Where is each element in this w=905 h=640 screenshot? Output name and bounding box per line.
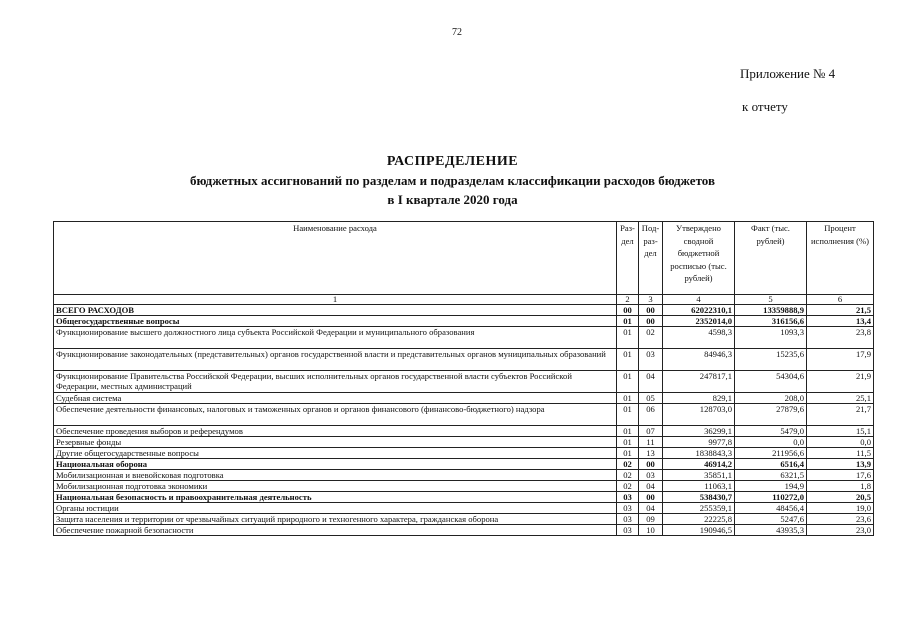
row-subsection: 00 [639, 459, 663, 470]
row-percent: 15,1 [807, 426, 874, 437]
row-approved: 247817,1 [663, 371, 735, 393]
row-percent: 13,4 [807, 316, 874, 327]
table-row [54, 525, 874, 536]
row-fact: 5247,6 [735, 514, 807, 525]
row-name: Органы юстиции [54, 503, 617, 514]
table-header-row [54, 222, 874, 295]
row-name: Общегосударственные вопросы [54, 316, 617, 327]
column-number-row [54, 295, 874, 305]
row-subsection: 03 [639, 470, 663, 481]
title-line-2: бюджетных ассигнований по разделам и подразделам классификации расходов бюджетов [189, 173, 715, 188]
row-fact: 0,0 [735, 437, 807, 448]
col-header-subsection: Под-раз-дел [639, 222, 663, 295]
table-row [54, 459, 874, 470]
page-number: 72 [452, 27, 462, 38]
row-section: 02 [617, 470, 639, 481]
appendix-label: Приложение № 4 [740, 66, 836, 81]
col-header-name: Наименование расхода [54, 222, 617, 295]
row-percent: 23,8 [807, 327, 874, 349]
row-name: Функционирование законодательных (представительных) органов государственной власти и представительных органов муниципальных образований [54, 349, 617, 371]
row-name: Функционирование высшего должностного лица субъекта Российской Федерации и муниципального образования [54, 327, 617, 349]
row-fact: 54304,6 [735, 371, 807, 393]
row-section: 02 [617, 459, 639, 470]
table-row [54, 393, 874, 404]
row-section: 03 [617, 503, 639, 514]
table-row [54, 503, 874, 514]
row-name: Национальная безопасность и правоохранительная деятельность [54, 492, 617, 503]
row-percent: 21,9 [807, 371, 874, 393]
row-percent: 21,5 [807, 305, 874, 316]
row-section: 01 [617, 316, 639, 327]
row-approved: 4598,3 [663, 327, 735, 349]
column-number: 2 [617, 295, 639, 305]
row-approved: 255359,1 [663, 503, 735, 514]
row-fact: 6516,4 [735, 459, 807, 470]
table-row [54, 448, 874, 459]
row-approved: 1838843,3 [663, 448, 735, 459]
column-number: 5 [735, 295, 807, 305]
row-subsection: 10 [639, 525, 663, 536]
row-fact: 15235,6 [735, 349, 807, 371]
col-header-percent: Процент исполнения (%) [807, 222, 874, 295]
title-line-3: в I квартале 2020 года [387, 192, 518, 207]
row-approved: 46914,2 [663, 459, 735, 470]
budget-table [53, 221, 874, 536]
col-header-section: Раз-дел [617, 222, 639, 295]
row-percent: 11,5 [807, 448, 874, 459]
row-fact: 110272,0 [735, 492, 807, 503]
row-percent: 0,0 [807, 437, 874, 448]
row-subsection: 07 [639, 426, 663, 437]
row-percent: 17,6 [807, 470, 874, 481]
row-section: 03 [617, 492, 639, 503]
row-section: 01 [617, 371, 639, 393]
row-fact: 43935,3 [735, 525, 807, 536]
row-percent: 1,8 [807, 481, 874, 492]
column-number: 3 [639, 295, 663, 305]
row-percent: 13,9 [807, 459, 874, 470]
row-name: Другие общегосударственные вопросы [54, 448, 617, 459]
row-approved: 62022310,1 [663, 305, 735, 316]
row-subsection: 05 [639, 393, 663, 404]
row-percent: 21,7 [807, 404, 874, 426]
report-label: к отчету [742, 99, 788, 114]
document-title [0, 152, 905, 209]
table-row [54, 514, 874, 525]
table-row [54, 426, 874, 437]
row-name: Обеспечение проведения выборов и референдумов [54, 426, 617, 437]
row-approved: 84946,3 [663, 349, 735, 371]
row-subsection: 13 [639, 448, 663, 459]
row-name: Мобилизационная подготовка экономики [54, 481, 617, 492]
row-section: 01 [617, 404, 639, 426]
row-approved: 22225,8 [663, 514, 735, 525]
row-name: Мобилизационная и вневойсковая подготовка [54, 470, 617, 481]
column-number: 4 [663, 295, 735, 305]
row-approved: 11063,1 [663, 481, 735, 492]
row-section: 03 [617, 514, 639, 525]
row-fact: 6321,5 [735, 470, 807, 481]
row-section: 00 [617, 305, 639, 316]
row-fact: 316156,6 [735, 316, 807, 327]
row-section: 01 [617, 448, 639, 459]
row-percent: 20,5 [807, 492, 874, 503]
row-subsection: 00 [639, 316, 663, 327]
row-fact: 5479,0 [735, 426, 807, 437]
column-number: 6 [807, 295, 874, 305]
col-header-fact: Факт (тыс. рублей) [735, 222, 807, 295]
row-name: Резервные фонды [54, 437, 617, 448]
row-percent: 19,0 [807, 503, 874, 514]
row-fact: 211956,6 [735, 448, 807, 459]
table-row [54, 316, 874, 327]
table-row [54, 470, 874, 481]
table-row [54, 404, 874, 426]
row-name: Национальная оборона [54, 459, 617, 470]
row-name: Обеспечение деятельности финансовых, налоговых и таможенных органов и органов финансового (финансово-бюджетного) надзора [54, 404, 617, 426]
row-percent: 23,0 [807, 525, 874, 536]
row-subsection: 00 [639, 492, 663, 503]
table-row [54, 492, 874, 503]
table-row [54, 481, 874, 492]
row-subsection: 04 [639, 481, 663, 492]
row-approved: 538430,7 [663, 492, 735, 503]
row-approved: 36299,1 [663, 426, 735, 437]
row-subsection: 00 [639, 305, 663, 316]
row-section: 03 [617, 525, 639, 536]
row-name: Функционирование Правительства Российской Федерации, высших исполнительных органов государственной власти субъектов Российской Федерации, местных администраций [54, 371, 617, 393]
row-approved: 9977,8 [663, 437, 735, 448]
row-section: 01 [617, 437, 639, 448]
row-section: 01 [617, 327, 639, 349]
row-name: ВСЕГО РАСХОДОВ [54, 305, 617, 316]
title-line-1: РАСПРЕДЕЛЕНИЕ [386, 154, 519, 169]
row-percent: 25,1 [807, 393, 874, 404]
row-subsection: 09 [639, 514, 663, 525]
table-row [54, 327, 874, 349]
row-approved: 190946,5 [663, 525, 735, 536]
table-row [54, 371, 874, 393]
row-subsection: 04 [639, 503, 663, 514]
table-row [54, 349, 874, 371]
row-fact: 208,0 [735, 393, 807, 404]
row-subsection: 03 [639, 349, 663, 371]
table-row [54, 437, 874, 448]
row-fact: 194,9 [735, 481, 807, 492]
table-row [54, 305, 874, 316]
table-body [54, 305, 874, 536]
row-approved: 829,1 [663, 393, 735, 404]
col-header-approved: Утверждено сводной бюджетной росписью (тыс. рублей) [663, 222, 735, 295]
row-section: 01 [617, 349, 639, 371]
row-fact: 1093,3 [735, 327, 807, 349]
row-subsection: 11 [639, 437, 663, 448]
row-subsection: 04 [639, 371, 663, 393]
row-approved: 2352014,0 [663, 316, 735, 327]
row-fact: 48456,4 [735, 503, 807, 514]
row-fact: 13359888,9 [735, 305, 807, 316]
row-approved: 35851,1 [663, 470, 735, 481]
row-percent: 17,9 [807, 349, 874, 371]
row-percent: 23,6 [807, 514, 874, 525]
row-section: 01 [617, 393, 639, 404]
row-subsection: 02 [639, 327, 663, 349]
row-name: Обеспечение пожарной безопасности [54, 525, 617, 536]
row-section: 02 [617, 481, 639, 492]
row-fact: 27879,6 [735, 404, 807, 426]
row-name: Защита населения и территории от чрезвычайных ситуаций природного и техногенного характера, гражданская оборона [54, 514, 617, 525]
row-name: Судебная система [54, 393, 617, 404]
column-number: 1 [54, 295, 617, 305]
row-section: 01 [617, 426, 639, 437]
row-approved: 128703,0 [663, 404, 735, 426]
row-subsection: 06 [639, 404, 663, 426]
